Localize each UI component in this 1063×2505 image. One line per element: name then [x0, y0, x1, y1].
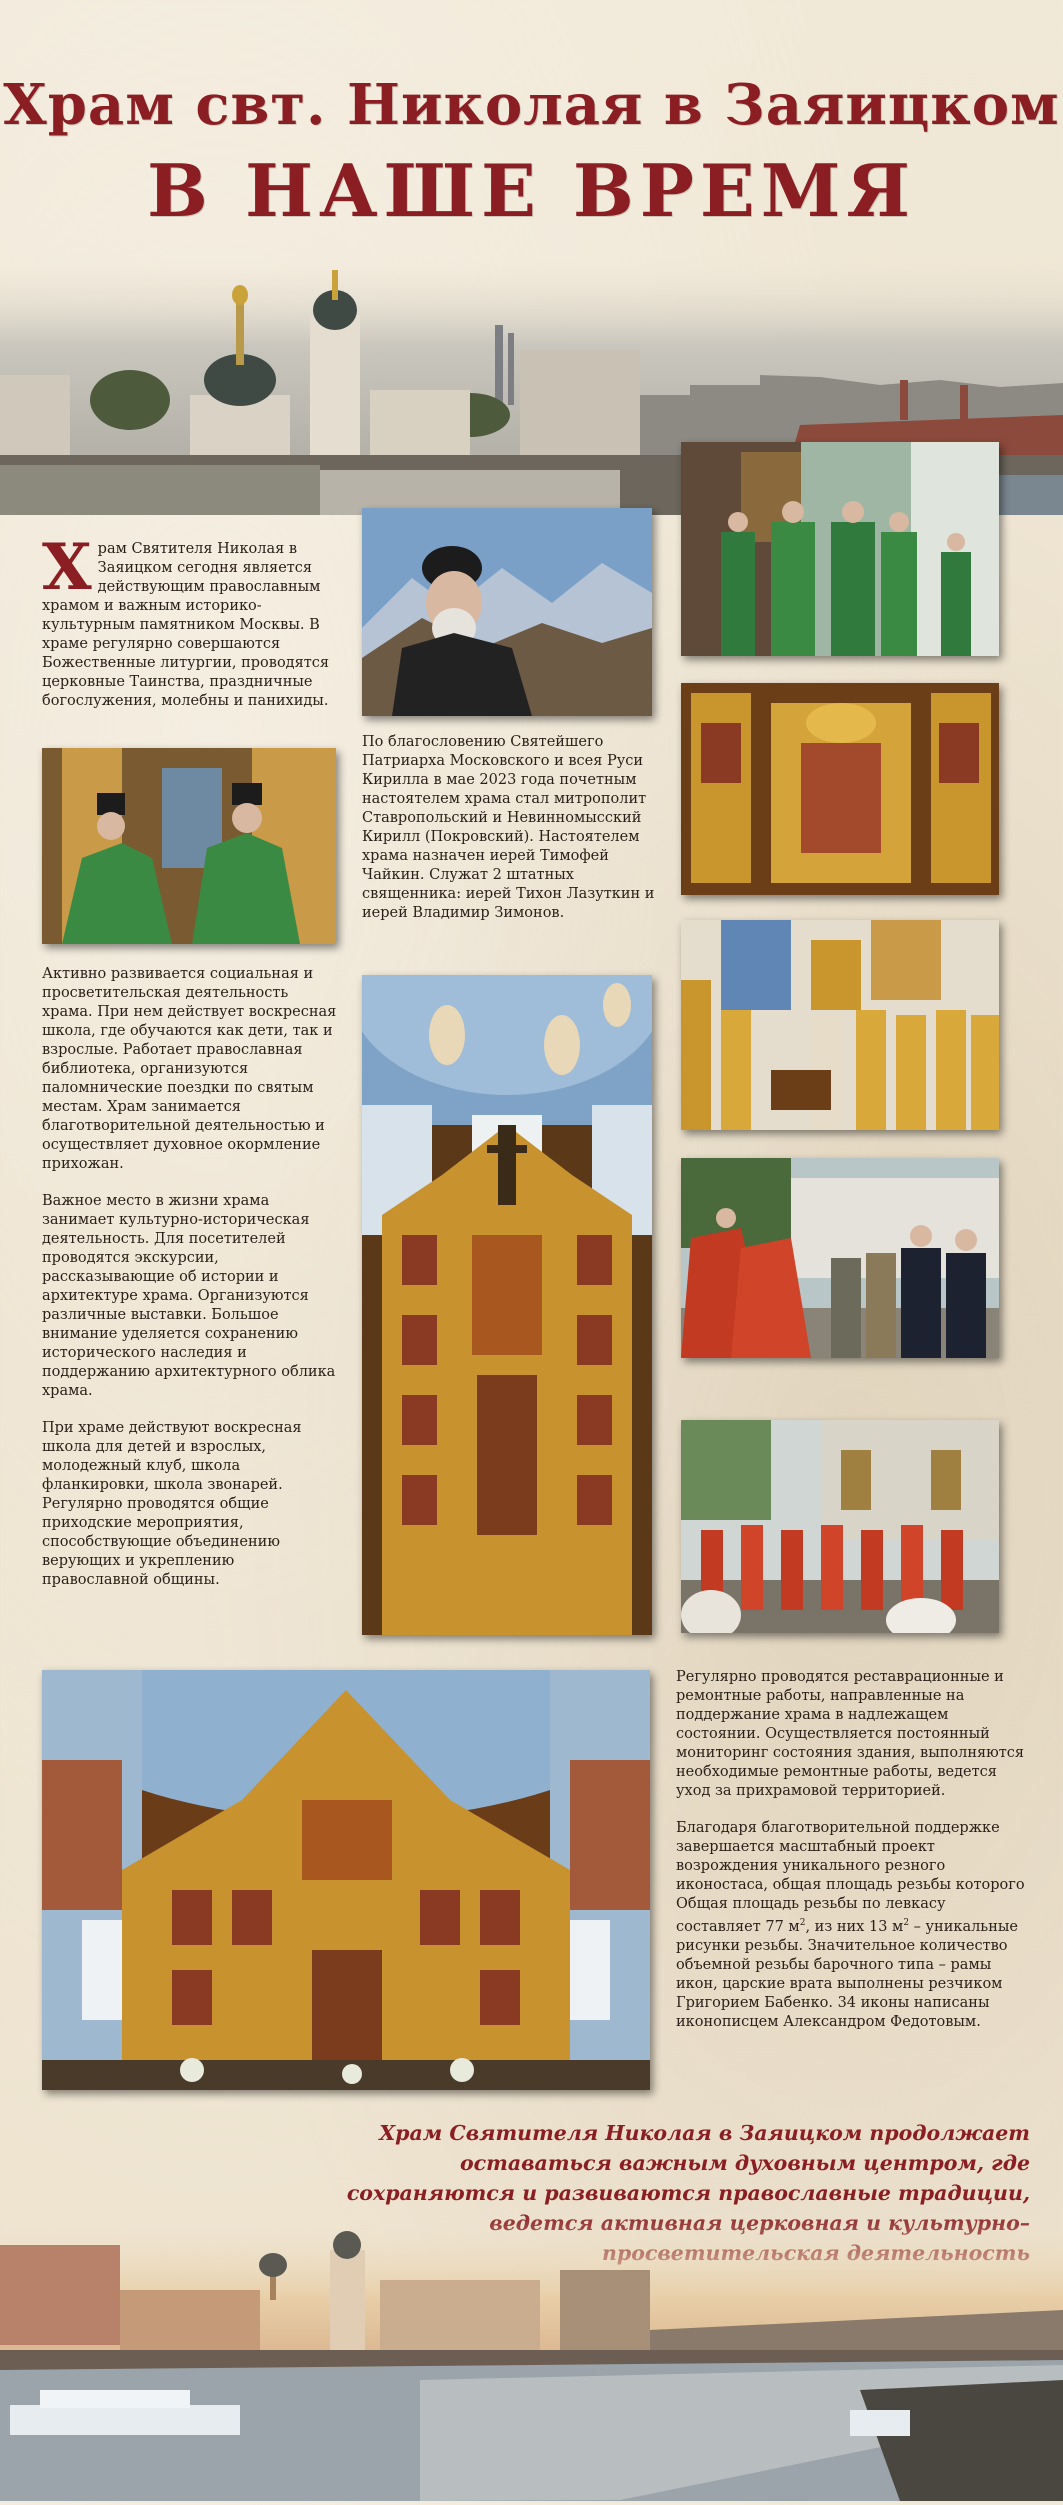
social-paragraph-3: При храме действуют воскресная школа для детей и взрослых, молодежный клуб, школа фланкировки, школа звонарей. Регулярно проводятся общие приходские мероприятия, способствующие объединению верующих и укреплению православной общины.	[42, 1420, 302, 1588]
intro-text-block	[42, 530, 342, 711]
restoration-text-block	[676, 1668, 1026, 2032]
rector-text-block	[362, 733, 662, 923]
social-text-block	[42, 965, 342, 1590]
restoration-paragraph-1: Регулярно проводятся реставрационные и ремонтные работы, направленные на поддержание храма в надлежащем состоянии. Осуществляется постоянный мониторинг состояния здания, выполняются необходимые ремонтные работы, ведется уход за прихрамовой территорией.	[676, 1669, 1025, 1799]
photo-clergy-green-entrance	[681, 442, 999, 656]
photo-iconostasis-detail	[681, 683, 999, 895]
restoration-text-part-1: Благодаря благотворительной поддержке завершается масштабный проект возрождения уникального резного иконостаса, общая площадь резьбы которого Общая площадь резьбы по левкасу составляет 77 м	[676, 1820, 1025, 1935]
photo-clergy-gold-service	[681, 920, 999, 1130]
bottom-panorama-photo	[0, 2210, 1063, 2501]
photo-iconostasis-tall	[362, 975, 652, 1635]
superscript-2: 2	[903, 1918, 910, 1928]
intro-text: рам Святителя Николая в Заяицком сегодня является действующим православным храмом и важным историко-культурным памятником Москвы. В храме регулярно совершаются Божественные литургии, проводятся церковные Таинства, праздничные богослужения, молебны и панихиды.	[42, 541, 330, 709]
restoration-paragraph-2	[676, 1819, 1026, 2032]
social-paragraph-2: Важное место в жизни храма занимает культурно-историческая деятельность. Для посетителей проводятся экскурсии, рассказывающие об истории и архитектуре храма. Организуются различные выставки. Большое внимание уделяется сохранению исторического наследия и поддержанию архитектурного облика храма.	[42, 1193, 336, 1399]
photo-priest-mountains	[362, 508, 652, 716]
restoration-text-part-3: – уникальные рисунки резьбы. Значительное количество объемной резьбы барочного типа – рамы икон, царские врата выполнены резчиком Григорием Бабенко. 34 иконы написаны иконописцем Александром Федотовым.	[676, 1918, 1018, 2030]
restoration-text-part-2: , из них 13 м	[805, 1918, 904, 1935]
rector-text: По благословению Святейшего Патриарха Московского и всея Руси Кирилла в мае 2023 года почетным настоятелем храма стал митрополит Ставропольский и Невинномысский Кирилл (Покровский). Настоятелем храма назначен иерей Тимофей Чайкин. Служат 2 штатных священника: иерей Тихон Лазуткин и иерей Владимир Зимонов.	[362, 734, 655, 921]
intro-dropcap: Х	[42, 530, 92, 605]
photo-outdoor-blessing	[681, 1158, 999, 1358]
page-title: Храм свт. Николая в Заяицком	[3, 72, 1060, 138]
superscript-1: 2	[799, 1918, 806, 1928]
photo-two-priests-green	[42, 748, 336, 944]
closing-statement: Храм Святителя Николая в Заяицком продолжает оставаться важным духовным центром, где сохраняются и развиваются православные традиции,	[346, 2121, 1030, 2205]
photo-procession-red	[681, 1420, 999, 1633]
page-subtitle: В НАШЕ ВРЕМЯ	[147, 148, 916, 233]
social-paragraph-1: Активно развивается социальная и просветительская деятельность храма. При нем действует воскресная школа, где обучаются как дети, так и взрослые. Работает православная библиотека, организуются паломнические поездки по святым местам. Храм занимается благотворительной деятельностью и осуществляет духовное окормление прихожан.	[42, 966, 337, 1172]
photo-iconostasis-wide	[42, 1670, 650, 2090]
